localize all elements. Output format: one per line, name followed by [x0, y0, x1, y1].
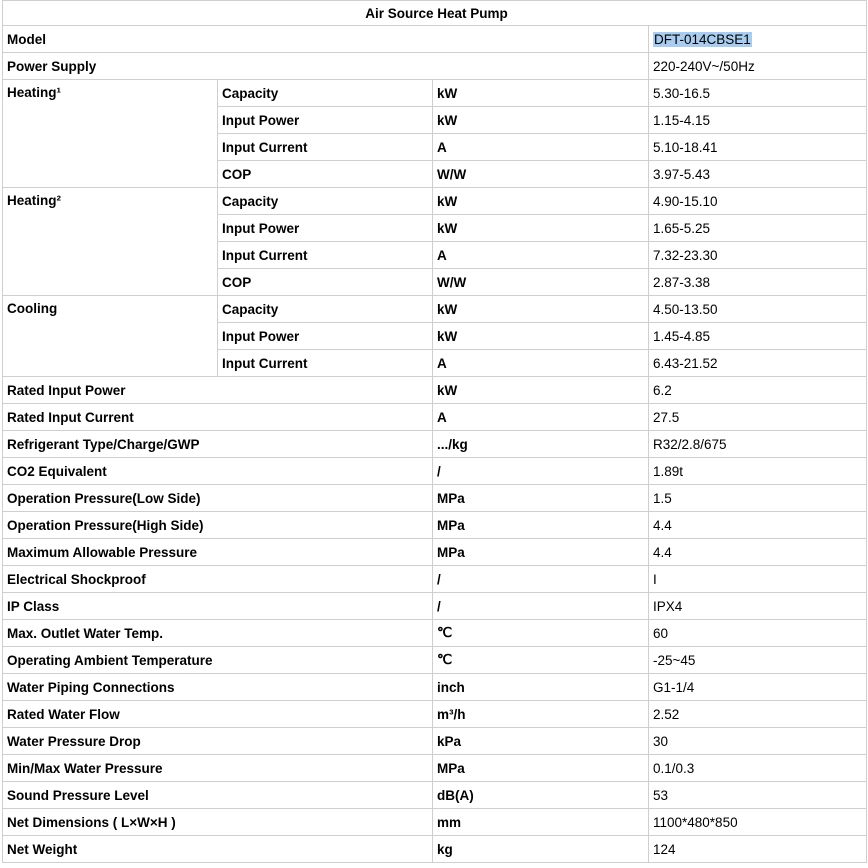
value-cell: 7.32-23.30 [649, 242, 867, 269]
table-row [3, 404, 867, 431]
param-label: Capacity [218, 188, 433, 215]
row-label: Max. Outlet Water Temp. [3, 620, 433, 647]
power-supply-row [3, 53, 867, 80]
value-cell: 53 [649, 782, 867, 809]
value-cell: -25~45 [649, 647, 867, 674]
value-cell: 1.5 [649, 485, 867, 512]
row-label: Electrical Shockproof [3, 566, 433, 593]
unit-cell: / [433, 566, 649, 593]
value-cell: 5.10-18.41 [649, 134, 867, 161]
group-label: Cooling [3, 296, 218, 377]
value-cell: 2.52 [649, 701, 867, 728]
unit-cell: .../kg [433, 431, 649, 458]
unit-cell: A [433, 404, 649, 431]
row-label: Rated Input Power [3, 377, 433, 404]
table-row [3, 674, 867, 701]
unit-cell: kW [433, 80, 649, 107]
unit-cell: MPa [433, 512, 649, 539]
table-row [3, 539, 867, 566]
table-row [3, 755, 867, 782]
value-cell: 2.87-3.38 [649, 269, 867, 296]
model-value[interactable]: DFT-014CBSE1 [654, 31, 751, 47]
param-label: Input Current [218, 242, 433, 269]
unit-cell: dB(A) [433, 782, 649, 809]
row-label: Water Pressure Drop [3, 728, 433, 755]
value-cell: 1.89t [649, 458, 867, 485]
value-cell: I [649, 566, 867, 593]
row-label: Operation Pressure(Low Side) [3, 485, 433, 512]
table-row [3, 458, 867, 485]
row-label: Net Dimensions ( L×W×H ) [3, 809, 433, 836]
param-label: Input Power [218, 323, 433, 350]
power-supply-label: Power Supply [3, 53, 649, 80]
table-row [3, 593, 867, 620]
value-cell: 60 [649, 620, 867, 647]
table-row [3, 431, 867, 458]
unit-cell: m³/h [433, 701, 649, 728]
unit-cell: A [433, 350, 649, 377]
value-cell: 124 [649, 836, 867, 863]
param-label: COP [218, 161, 433, 188]
unit-cell: kW [433, 296, 649, 323]
value-cell: 4.4 [649, 512, 867, 539]
value-cell: 5.30-16.5 [649, 80, 867, 107]
row-label: IP Class [3, 593, 433, 620]
unit-cell: mm [433, 809, 649, 836]
unit-cell: kW [433, 215, 649, 242]
row-label: Net Weight [3, 836, 433, 863]
unit-cell: ℃ [433, 647, 649, 674]
unit-cell: kg [433, 836, 649, 863]
value-cell: 1100*480*850 [649, 809, 867, 836]
unit-cell: kW [433, 323, 649, 350]
unit-cell: MPa [433, 539, 649, 566]
table-row [3, 566, 867, 593]
unit-cell: A [433, 242, 649, 269]
unit-cell: kW [433, 377, 649, 404]
param-label: COP [218, 269, 433, 296]
value-cell: 1.45-4.85 [649, 323, 867, 350]
row-label: Rated Water Flow [3, 701, 433, 728]
unit-cell: inch [433, 674, 649, 701]
value-cell: 4.4 [649, 539, 867, 566]
unit-cell: kPa [433, 728, 649, 755]
value-cell: 27.5 [649, 404, 867, 431]
param-label: Input Power [218, 215, 433, 242]
table-row [3, 485, 867, 512]
row-label: Rated Input Current [3, 404, 433, 431]
group-label: Heating¹ [3, 80, 218, 188]
value-cell: 4.50-13.50 [649, 296, 867, 323]
group-label: Heating² [3, 188, 218, 296]
table-row [3, 377, 867, 404]
unit-cell: kW [433, 188, 649, 215]
unit-cell: A [433, 134, 649, 161]
value-cell: 1.15-4.15 [649, 107, 867, 134]
model-label: Model [3, 26, 649, 53]
value-cell: 3.97-5.43 [649, 161, 867, 188]
row-label: Operation Pressure(High Side) [3, 512, 433, 539]
value-cell: 6.2 [649, 377, 867, 404]
unit-cell: MPa [433, 755, 649, 782]
unit-cell: / [433, 458, 649, 485]
power-supply-value: 220-240V~/50Hz [649, 53, 867, 80]
value-cell: IPX4 [649, 593, 867, 620]
param-label: Input Current [218, 350, 433, 377]
param-label: Capacity [218, 80, 433, 107]
value-cell: G1-1/4 [649, 674, 867, 701]
unit-cell: ℃ [433, 620, 649, 647]
table-row [3, 296, 867, 323]
value-cell: 6.43-21.52 [649, 350, 867, 377]
table-title: Air Source Heat Pump [3, 1, 867, 26]
table-row [3, 782, 867, 809]
table-row [3, 728, 867, 755]
unit-cell: / [433, 593, 649, 620]
row-label: Water Piping Connections [3, 674, 433, 701]
table-row [3, 512, 867, 539]
table-row [3, 188, 867, 215]
table-row [3, 809, 867, 836]
table-row [3, 647, 867, 674]
row-label: Min/Max Water Pressure [3, 755, 433, 782]
spec-table [2, 0, 867, 863]
unit-cell: MPa [433, 485, 649, 512]
table-row [3, 836, 867, 863]
row-label: CO2 Equivalent [3, 458, 433, 485]
value-cell: R32/2.8/675 [649, 431, 867, 458]
title-row [3, 1, 867, 26]
row-label: Refrigerant Type/Charge/GWP [3, 431, 433, 458]
row-label: Operating Ambient Temperature [3, 647, 433, 674]
table-row [3, 620, 867, 647]
row-label: Maximum Allowable Pressure [3, 539, 433, 566]
model-row [3, 26, 867, 53]
value-cell: 4.90-15.10 [649, 188, 867, 215]
unit-cell: W/W [433, 269, 649, 296]
table-row [3, 80, 867, 107]
value-cell: 0.1/0.3 [649, 755, 867, 782]
table-row [3, 701, 867, 728]
unit-cell: kW [433, 107, 649, 134]
param-label: Input Power [218, 107, 433, 134]
param-label: Capacity [218, 296, 433, 323]
value-cell: 1.65-5.25 [649, 215, 867, 242]
row-label: Sound Pressure Level [3, 782, 433, 809]
value-cell: 30 [649, 728, 867, 755]
unit-cell: W/W [433, 161, 649, 188]
param-label: Input Current [218, 134, 433, 161]
